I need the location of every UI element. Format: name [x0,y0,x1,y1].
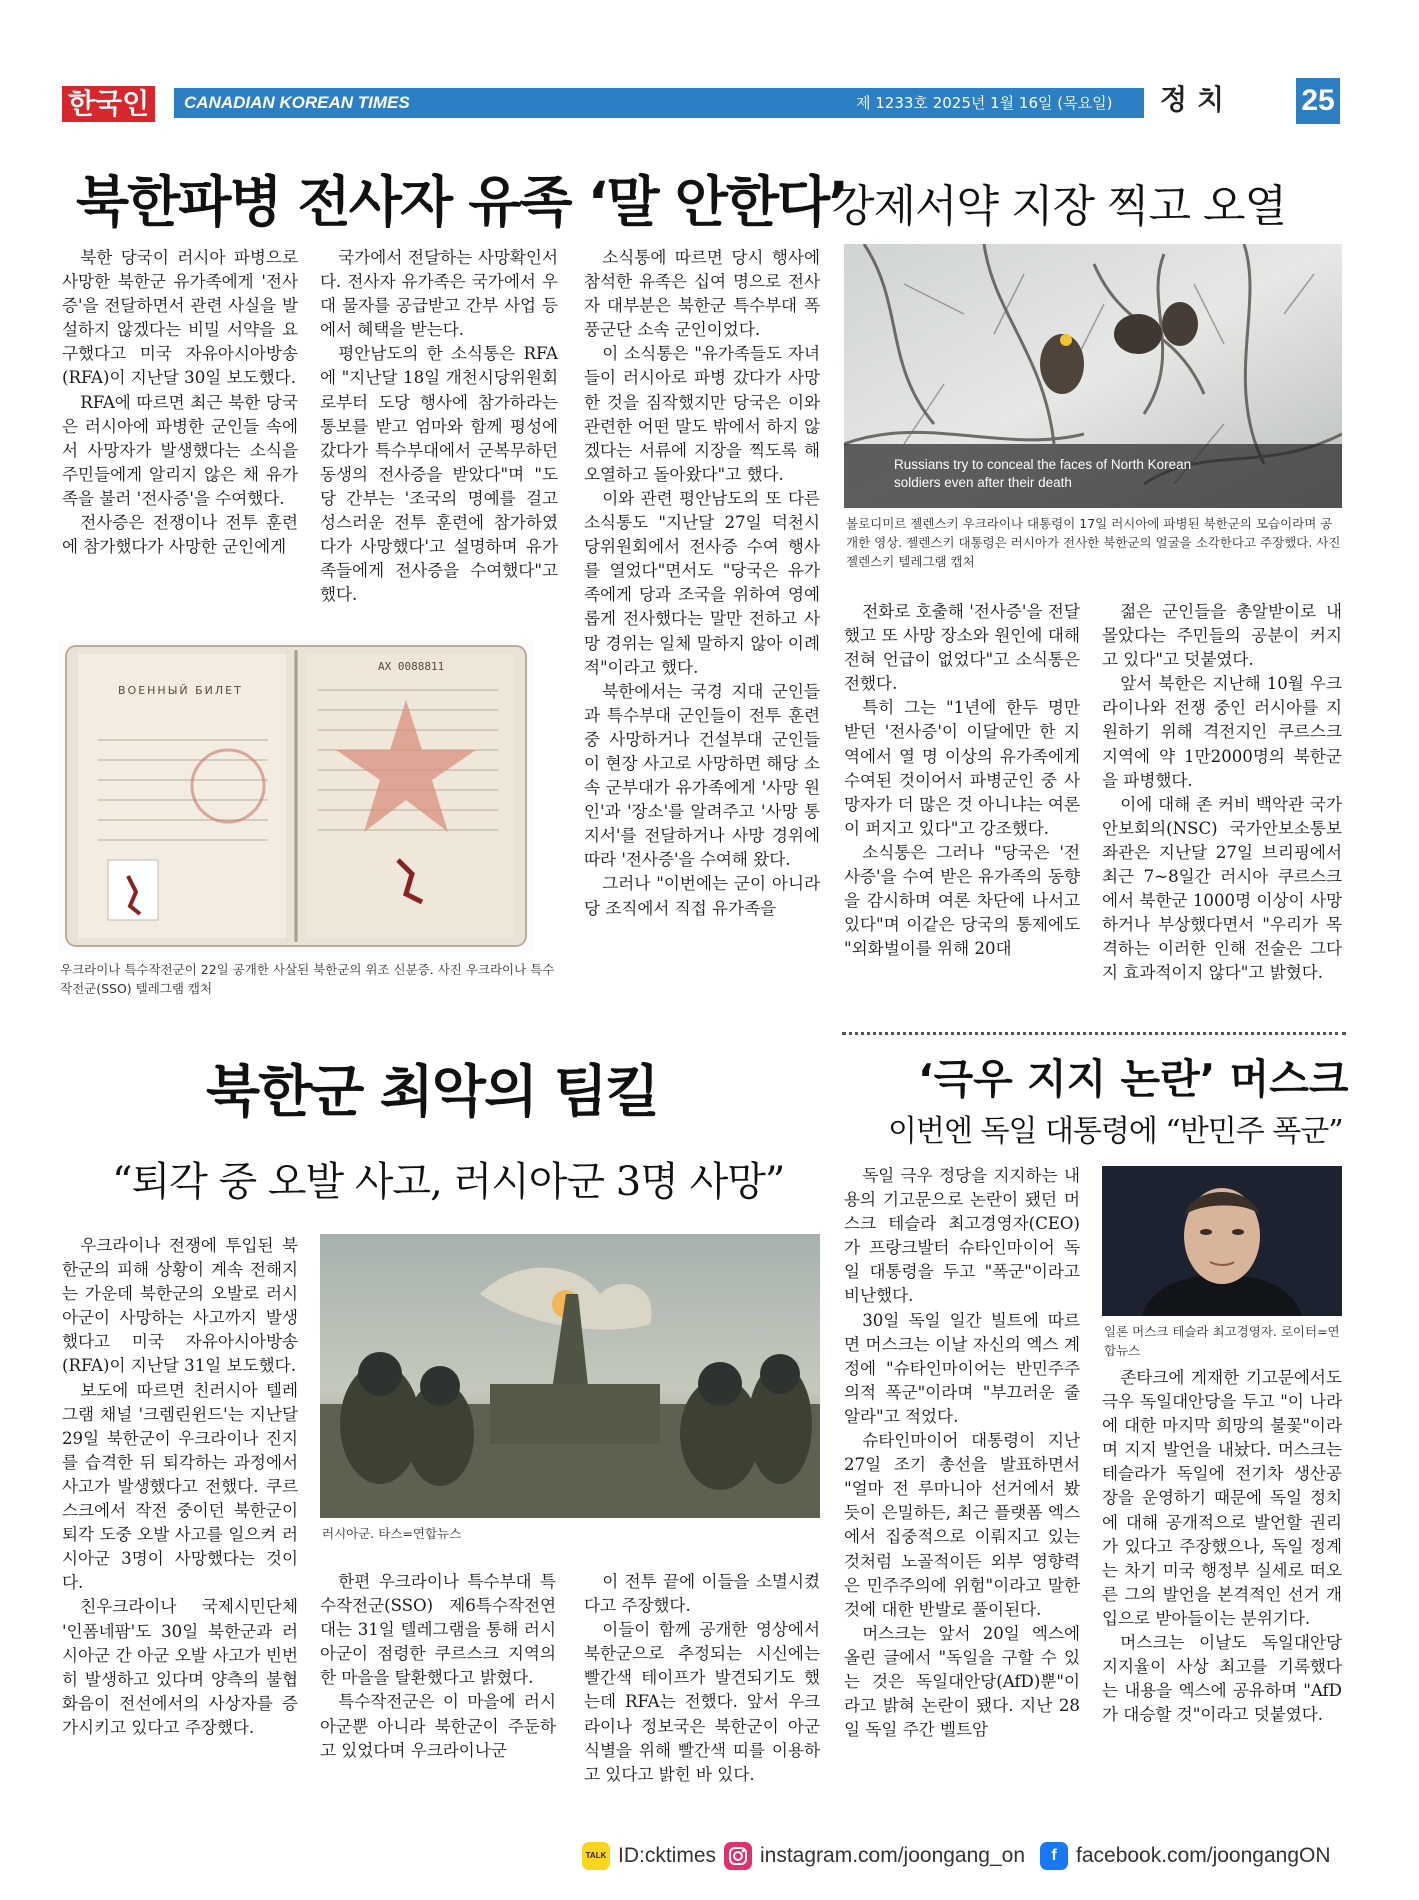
paragraph: 특히 그는 "1년에 한두 명만 받던 '전사증'이 이달에만 한 지역에서 열 명 이상의 유가족에게 수여된 것이어서 파병군인 중 사망자가 더 많은 것 아니냐는 여론이 퍼지고 있다"고 강조했다. [844,698,1080,838]
doc-left-title: ВОЕННЫЙ БИЛЕТ [118,684,243,697]
paragraph: 친우크라이나 국제시민단체 '인폼네팜'도 30일 북한군과 러시아군 간 아군 오발 사고가 빈번히 발생하고 있다며 양측의 불협화음이 전선에서의 사상자를 증가시키고 있다고 주장했다. [62,1597,298,1737]
musk-portrait [1102,1166,1342,1316]
paragraph: 이 전투 끝에 이들을 소멸시켰다고 주장했다. [584,1572,820,1616]
paragraph: RFA에 따르면 최근 북한 당국은 러시아에 파병한 군인들 속에서 사망자가 발생했다는 소식을 주민들에게 알리지 않은 채 유가족을 불러 '전사증'을 수여했다. [62,392,298,508]
artillery-caption: 러시아군. 타스=연합뉴스 [322,1526,462,1541]
article1-col5 [1102,600,1342,1008]
footer-instagram[interactable] [724,1842,1025,1870]
article1-col1 [62,246,298,616]
section-divider [842,1032,1346,1035]
drone-photo-caption: 볼로디미르 젤렌스키 우크라이나 대통령이 17일 러시아에 파병된 북한군의 모습이라며 공개한 영상. 젤렌스키 대통령은 러시아가 전사한 북한군의 얼굴을 소각한다고 주장했다. 사진 젤렌스키 텔레그램 캡처 [846,516,1341,569]
article3-col2 [1102,1366,1342,1788]
paragraph: 30일 독일 일간 빌트에 따르면 머스크는 이날 자신의 엑스 계정에 "슈타인마이어는 반민주주의적 폭군"이라며 "부끄러운 줄 알라"고 적었다. [844,1310,1080,1426]
drone-photo [844,244,1342,508]
article1-col3 [584,246,820,1008]
military-id-photo [58,640,534,952]
paragraph: 평안남도의 한 소식통은 RFA에 "지난달 18일 개천시당위원회로부터 도당 행사에 참가하라는 통보를 받고 엄마와 함께 평성에 갔다가 특수부대에서 군복무하던 동생의 전사증을 받았다"며 "도당 간부는 '조국의 명예를 걸고 성스러운 전투 훈련에 참가하였다가 사망했다'고 설명하며 유가족들에게 전사증을 수여했다"고 했다. [320,344,558,605]
artillery-photo [320,1234,820,1518]
article3-headline: ‘극우 지지 논란’ 머스크 [918,1055,1349,1103]
paragraph: 슈타인마이어 대통령이 지난 27일 조기 총선을 발표하면서 "얼마 전 루마니아 선거에서 봤듯이 은밀하든, 최근 플랫폼 엑스에서 집중적으로 이뤄지고 있는 것처럼 노골적이든 외부 영향력은 민주주의에 위험"이라고 말한 것에 대한 반발로 풀이된다. [844,1431,1080,1619]
paragraph: 북한에서는 국경 지대 군인들과 특수부대 군인들이 전투 훈련 중 사망하거나 건설부대 군인들이 현장 사고로 사망하면 해당 소속 군부대가 유가족에게 '사망 원인'과 '장소'를 알려주고 '사망 통지서'를 전달하거나 사망 경위에 따라 '전사증'을 수여해 왔다. [584,681,820,870]
article2-headline: 북한군 최악의 팀킬 [206,1060,658,1125]
article2-col2 [320,1570,556,1786]
musk-caption: 일론 머스크 테슬라 최고경영자. 로이터=연합뉴스 [1104,1324,1340,1358]
instagram-handle: instagram.com/joongang_on [760,1844,1026,1867]
paragraph: 이와 관련 평안남도의 또 다른 소식통도 "지난달 27일 덕천시당위원회에서 전사증 수여 행사를 열었다"면서도 "당국은 유가족에게 당과 조국을 위하여 영예롭게 전사했다는 말만 전하고 사망 경위는 일체 말하지 않아 이례적"이라고 했다. [584,488,820,677]
paragraph: 한편 우크라이나 특수부대 특수작전군(SSO) 제6특수작전연대는 31일 텔레그램을 통해 러시아군이 점령한 쿠르스크 지역의 한 마을을 탈환했다고 밝혔다. [320,1572,556,1688]
paragraph: 그러나 "이번에는 군이 아니라 당 조직에서 직접 유가족을 [584,874,820,918]
paragraph: 젊은 군인들을 총알받이로 내몰았다는 주민들의 공분이 커지고 있다"고 덧붙였다. [1102,602,1342,670]
photo-overlay-text: Russians try to conceal the faces of North Korean soldiers even after their death [894,457,1192,490]
masthead-logo [62,84,170,124]
kakao-id: ID:cktimes [618,1844,717,1867]
paragraph: 머스크는 앞서 20일 엑스에 올린 글에서 "독일을 구할 수 있는 것은 독일대안당(AfD)뿐"이라고 밝혀 논란이 됐다. 지난 28일 독일 주간 벨트암 [844,1623,1080,1740]
article2-col1 [62,1234,298,1786]
section-label: 정치 [1160,83,1235,116]
instagram-icon [724,1842,752,1870]
paragraph: 독일 극우 정당을 지지하는 내용의 기고문으로 논란이 됐던 머스크 테슬라 최고경영자(CEO)가 프랑크발터 슈타인마이어 독일 대통령을 두고 "폭군"이라고 비난했다. [844,1166,1080,1306]
footer-facebook[interactable] [1040,1842,1331,1870]
facebook-icon: f [1040,1842,1068,1870]
page-number: 25 [1296,78,1340,124]
article1-col4 [844,600,1080,1008]
musk-photo [1102,1166,1342,1316]
paragraph: 북한 당국이 러시아 파병으로 사망한 북한군 유가족에게 '전사증'을 전달하면서 관련 사실을 발설하지 않겠다는 비밀 서약을 요구했다고 미국 자유아시아방송(RFA)이 지난달 30일 보도했다. [62,248,298,388]
paragraph: 국가에서 전달하는 사망확인서다. 전사자 유가족은 국가에서 우대 물자를 공급받고 간부 사업 등에서 혜택을 받는다. [320,248,558,340]
artillery-photo-image [320,1234,820,1518]
article1-col2 [320,246,558,616]
paragraph: 이들이 함께 공개한 영상에서 북한군으로 추정되는 시신에는 빨간색 테이프가 발견되기도 했는데 RFA는 전했다. 앞서 우크라이나 정보국은 북한군이 아군 식별을 위해 빨간색 띠를 이용하고 있다고 밝힌 바 있다. [584,1620,820,1784]
paragraph: 소식통에 따르면 당시 행사에 참석한 유족은 십여 명으로 전사자 대부분은 북한군 특수부대 폭풍군단 소속 군인이었다. [584,248,820,340]
paragraph: 소식통은 그러나 "당국은 '전사증'을 수여 받은 유가족의 동향을 감시하며 여론 차단에 나서고 있다"며 이같은 당국의 통제에도 "외화벌이를 위해 20대 [844,842,1080,959]
paragraph: 전사증은 전쟁이나 전투 훈련에 참가했다가 사망한 군인에게 [62,513,298,557]
paragraph: 앞서 북한은 지난해 10월 우크라이나와 전쟁 중인 러시아를 지원하기 위해 격전지인 쿠르스크 지역에 약 1만2000명의 북한군을 파병했다. [1102,674,1342,790]
paragraph: 존타크에 게재한 기고문에서도 극우 독일대안당을 두고 "이 나라에 대한 마지막 희망의 불꽃"이라며 지지 발언을 내놨다. 머스크는 테슬라가 독일에 전기차 생산공장을 운영하기 때문에 독일 정치에 대해 공개적으로 발언할 권리가 있다고 주장했으나, 독일 정계는 차기 미국 행정부 실세로 떠오른 그의 발언을 본격적인 선거 개입으로 받아들이는 분위기다. [1102,1368,1342,1628]
paragraph: 특수작전군은 이 마을에 러시아군뿐 아니라 북한군이 주둔하고 있었다며 우크라이나군 [320,1692,556,1760]
paragraph: 보도에 따르면 친러시아 텔레그램 채널 '크렘린윈드'는 지난달 29일 북한군이 우크라이나 진지를 습격한 뒤 퇴각하는 과정에서 사고가 발생했다고 전했다. 쿠르스크에서 작전 중이던 북한군이 퇴각 도중 오발 사고를 일으켜 러시아군 3명이 사망했다는 것이다. [62,1380,298,1593]
paragraph: 머스크는 이날도 독일대안당 지지율이 사상 최고를 기록했다는 내용을 엑스에 공유하며 "AfD가 대승할 것"이라고 덧붙였다. [1102,1633,1342,1725]
kakaotalk-icon: TALK [582,1842,610,1870]
paragraph: 우크라이나 전쟁에 투입된 북한군의 피해 상황이 계속 전해지는 가운데 북한군의 오발로 러시아군이 사망하는 사고까지 발생했다고 미국 자유아시아방송(RFA)이 지난달 31일 보도했다. [62,1236,298,1376]
article3-subhead: 이번엔 독일 대통령에 “반민주 폭군” [888,1114,1343,1149]
footer-kakao[interactable] [582,1842,716,1870]
issue-info: 제 1233호 2025년 1월 16일 (목요일) [856,94,1113,112]
paper-name: CANADIAN KOREAN TIMES [184,93,410,112]
article1-subhead: 강제서약 지장 찍고 오열 [832,181,1286,232]
article2-col3 [584,1570,820,1786]
logo-text: 한국인 [62,86,155,122]
article3-col1 [844,1164,1080,1788]
facebook-handle: facebook.com/joongangON [1076,1844,1331,1867]
doc-right-number: АХ 0088811 [378,660,445,673]
paragraph: 전화로 호출해 '전사증'을 전달했고 또 사망 장소와 원인에 대해 전혀 언급이 없었다"고 소식통은 전했다. [844,602,1080,694]
paragraph: 이 소식통은 "유가족들도 자녀들이 러시아로 파병 갔다가 사망한 것을 짐작했지만 당국은 이와 관련한 어떤 말도 밖에서 하지 않겠다는 서류에 지장을 찍도록 해 오열하고 돌아왔다"고 했다. [584,344,820,484]
article1-headline: 북한파병 전사자 유족 ‘말 안한다’ [76,170,848,234]
military-id-caption: 우크라이나 특수작전군이 22일 공개한 사살된 북한군의 위조 신분증. 사진 우크라이나 특수작전군(SSO) 텔레그램 캡처 [60,962,555,996]
paragraph: 이에 대해 존 커비 백악관 국가안보회의(NSC) 국가안보소통보좌관은 지난달 27일 브리핑에서 최근 7~8일간 러시아 쿠르스크에서 북한군 1000명 이상이 사망하거나 부상했다면서 "우리가 목격하는 이러한 인해 전술은 그다지 효과적이지 않다"고 밝혔다. [1102,794,1342,983]
article2-subhead: “퇴각 중 오발 사고, 러시아군 3명 사망” [112,1159,785,1205]
